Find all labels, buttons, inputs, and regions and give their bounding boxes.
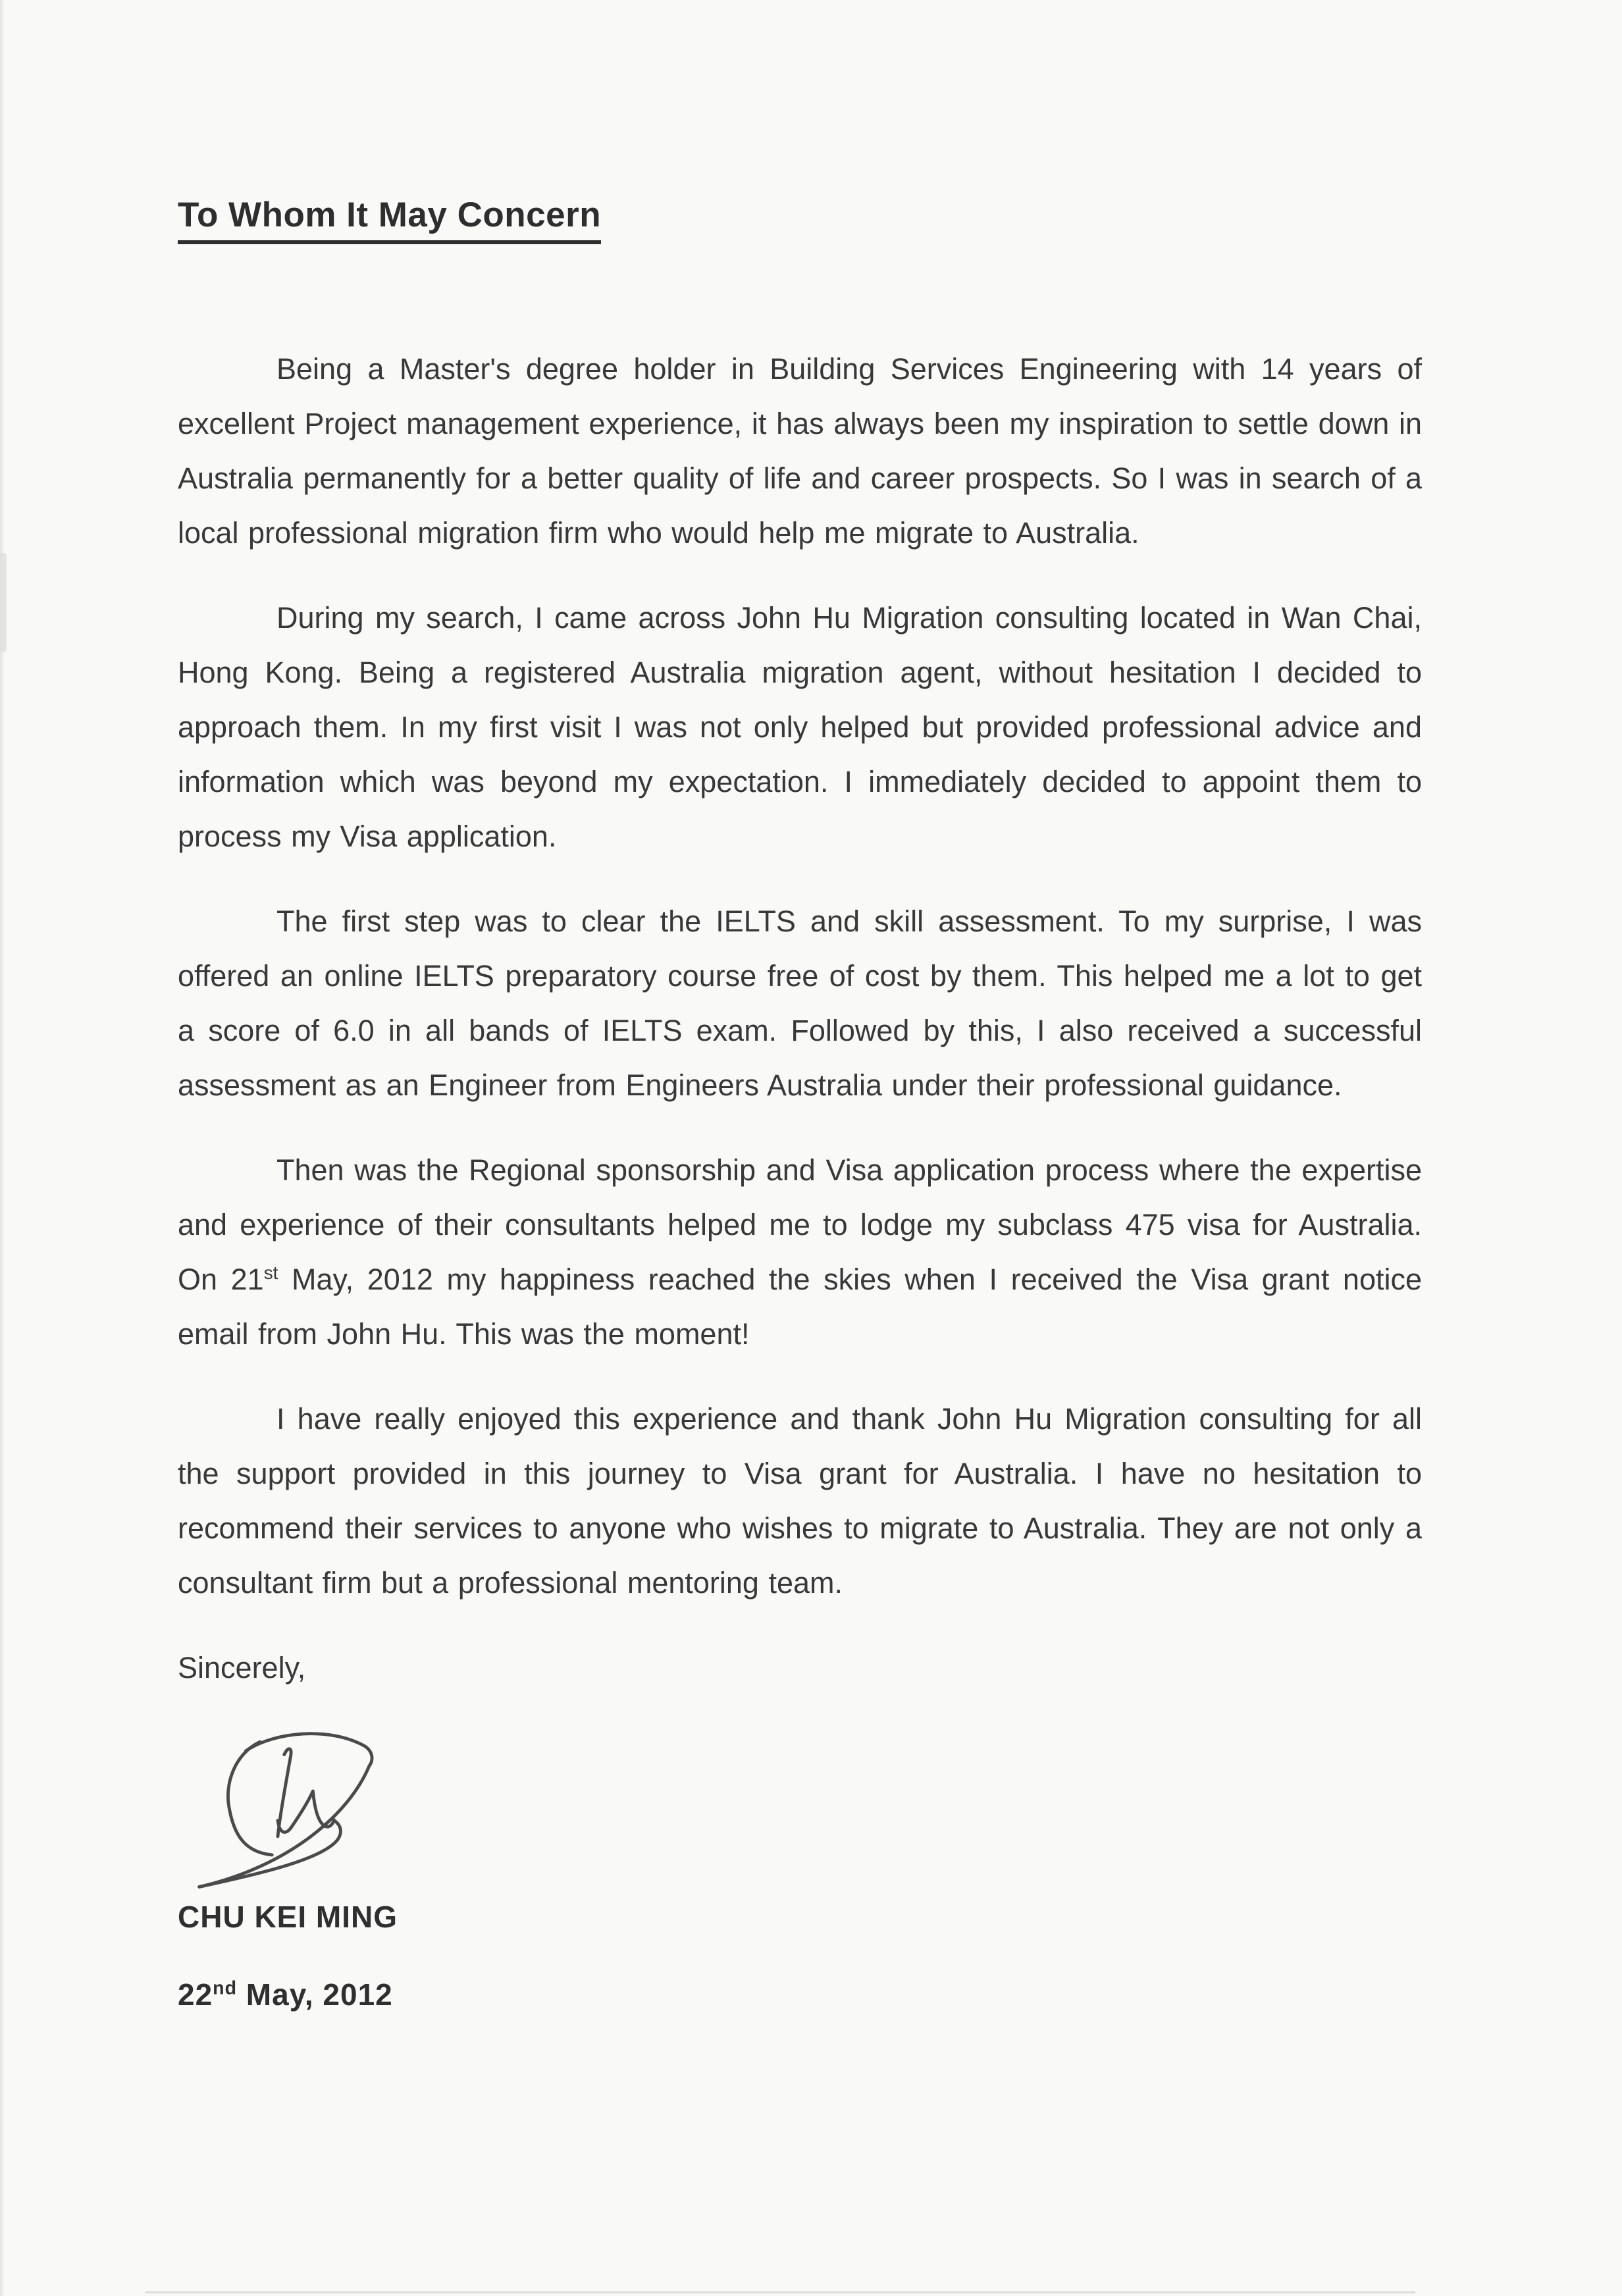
letter-paragraph-2: During my search, I came across John Hu Migration consulting located in Wan Chai, Hong Kong. Being a registered Australia migration agent, without hesitation I decided to approach them. In my first visit I was not only helped but provided professional advice and information which was beyond my expectation. I immediately decided to appoint them to process my Visa application. [178,601,1422,853]
letter-paragraph-1: Being a Master's degree holder in Building Services Engineering with 14 years of excellent Project management experience, it has always been my inspiration to settle down in Australia permanently for a better quality of life and career prospects. So I was in search of a local professional migration firm who would help me migrate to Australia. [178,352,1422,550]
signature-scribble-icon [179,1724,377,1896]
letter-date [178,1977,1422,2012]
handwritten-signature [179,1724,1422,1896]
letter-paragraph-4 [178,1143,1422,1361]
letter-paragraph-3: The first step was to clear the IELTS and skill assessment. To my surprise, I was offered an online IELTS preparatory course free of cost by them. This helped me a lot to get a score of 6.0 in all bands of IELTS exam. Followed by this, I also received a successful assessment as an Engineer from Engineers Australia under their professional guidance. [178,904,1422,1102]
paragraph-4-text-before: Then was the Regional sponsorship and Visa application process where the expertise and experience of their consultants helped me to lodge my subclass 475 visa for Australia. On 21 [178,1153,1422,1296]
date-day: 22 [178,1977,213,2012]
scan-edge-shadow-bottom [145,2291,1415,2293]
paragraph-4-text-after: May, 2012 my happiness reached the skies when I received the Visa grant notice email from John Hu. This was the moment! [178,1263,1422,1351]
scan-edge-artifact [0,553,7,652]
letter-content [178,195,1422,2012]
letter-body [178,342,1422,1610]
signer-name: CHU KEI MING [178,1900,398,1934]
ordinal-superscript-nd: nd [213,1977,238,1999]
letter-paragraph-5: I have really enjoyed this experience and thank John Hu Migration consulting for all the support provided in this journey to Visa grant for Australia. I have no hesitation to recommend their services to anyone who wishes to migrate to Australia. They are not only a consultant firm but a professional mentoring team. [178,1402,1422,1600]
date-rest: May, 2012 [237,1977,393,2012]
letter-title-text: To Whom It May Concern [178,195,601,244]
letter-title [178,195,1422,244]
closing-salutation: Sincerely, [178,1651,306,1684]
letter-closing [178,1640,1422,2012]
ordinal-superscript-st: st [263,1263,278,1283]
scan-edge-shadow-left [0,0,5,2296]
